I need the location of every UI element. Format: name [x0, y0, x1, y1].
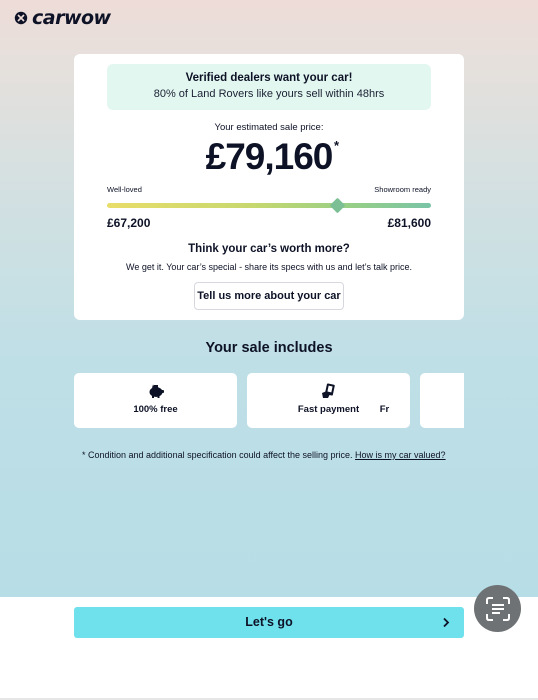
scan-icon	[484, 595, 512, 623]
tile-partial[interactable]	[379, 373, 464, 428]
range-min-value: £67,200	[107, 216, 151, 230]
price-range-marker	[329, 198, 345, 214]
lets-go-label: Let's go	[245, 615, 293, 629]
range-right-label: Showroom ready	[374, 185, 431, 194]
header	[0, 0, 538, 40]
tell-us-more-button[interactable]: Tell us more about your car	[194, 282, 344, 310]
range-left-label: Well-loved	[107, 185, 142, 194]
price-range-bar	[107, 203, 431, 208]
how-valued-link[interactable]: How is my car valued?	[355, 450, 446, 460]
estimated-price: £79,160	[205, 136, 333, 177]
banner-title: Verified dealers want your car!	[185, 72, 353, 84]
banner-subtitle: 80% of Land Rovers like yours sell within 48hrs	[153, 88, 385, 100]
chevron-right-icon	[442, 617, 450, 628]
tile-free[interactable]	[74, 373, 237, 428]
dealer-banner	[107, 64, 431, 110]
estimate-label: Your estimated sale price:	[214, 122, 324, 133]
logo-mark-icon	[14, 11, 28, 25]
logo-wordmark: carwow	[32, 7, 111, 29]
tile-label: Fr	[379, 404, 390, 415]
sale-includes-carousel[interactable]	[74, 373, 464, 429]
piggy-bank-icon	[147, 383, 165, 399]
footnote-text: * Condition and additional specification could affect the selling price.	[82, 450, 353, 460]
tile-label: Fast payment	[297, 404, 360, 415]
valuation-footnote	[82, 450, 446, 460]
range-max-value: £81,600	[387, 216, 431, 230]
valuation-card	[74, 54, 464, 320]
worth-more-subtitle: We get it. Your car’s special - share its specs with us and let’s talk price.	[126, 262, 412, 272]
cash-payment-icon	[321, 383, 337, 399]
carwow-logo[interactable]	[14, 8, 111, 28]
worth-more-title: Think your car’s worth more?	[188, 243, 350, 255]
lets-go-button[interactable]	[74, 607, 464, 638]
sale-includes-title: Your sale includes	[205, 340, 333, 356]
tile-fast-payment[interactable]	[247, 373, 410, 428]
price-footnote-marker: *	[334, 138, 340, 153]
tile-label: 100% free	[133, 404, 178, 415]
screen-scan-button[interactable]	[474, 585, 521, 632]
